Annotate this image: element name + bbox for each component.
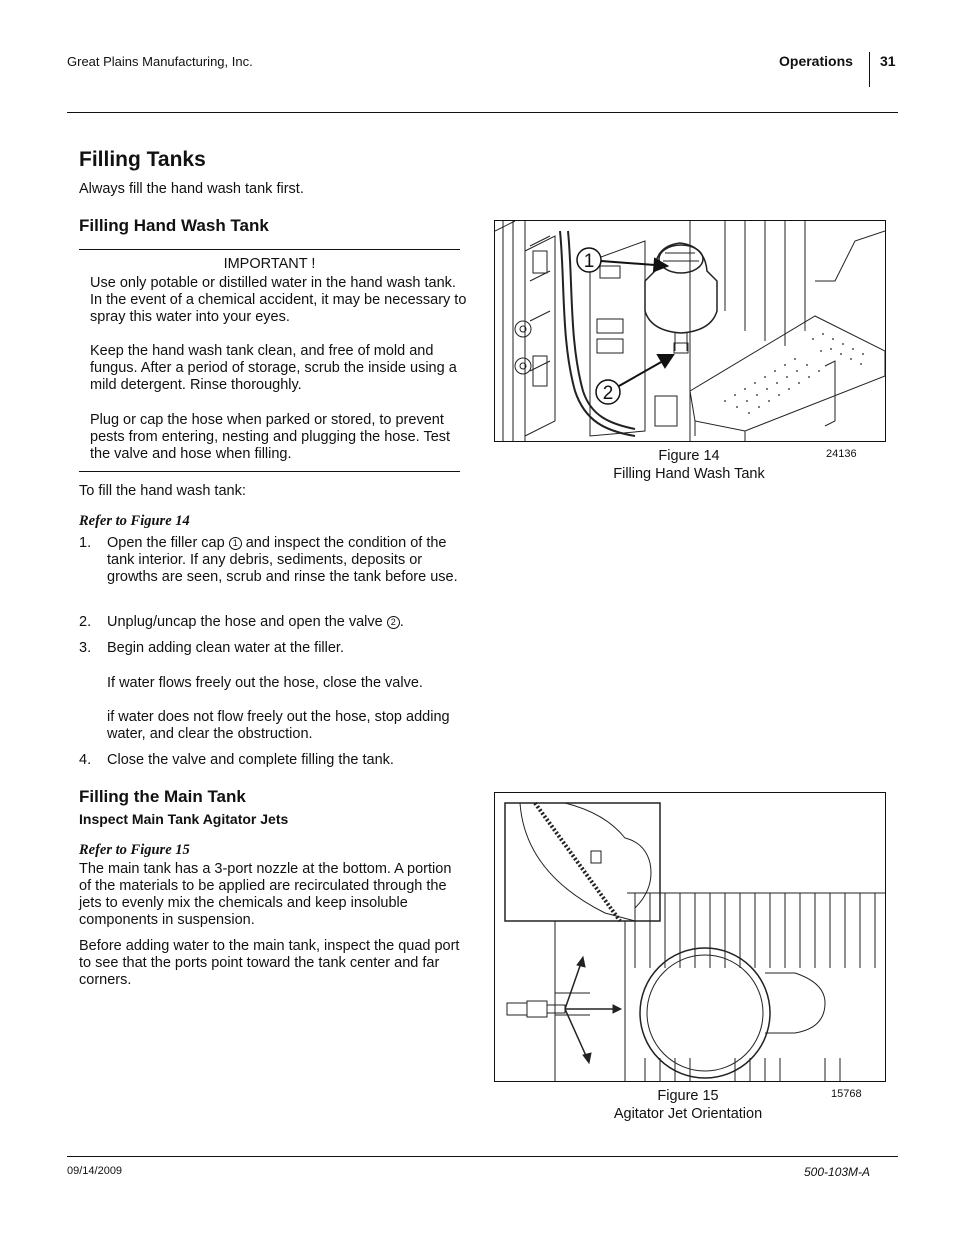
important-paragraph: Use only potable or distilled water in the hand wash tank. In the event of a chemical accident, it may be necessary to spray this water into your eyes. (90, 275, 467, 325)
header-company: Great Plains Manufacturing, Inc. (67, 54, 253, 69)
step-number: 1. (79, 535, 92, 551)
important-paragraph: Plug or cap the hose when parked or stored, to prevent pests from entering, nesting and plugging the hose. Test the valve and hose when filling. (90, 412, 451, 462)
body-paragraph: Before adding water to the main tank, inspect the quad port to see that the ports point toward the tank center and far corners. (79, 938, 460, 988)
callout-2: 2 (602, 383, 614, 404)
figure-title: Filling Hand Wash Tank (613, 466, 765, 482)
step-number: 3. (79, 640, 92, 656)
page-number: 31 (880, 53, 896, 69)
lead-text: To fill the hand wash tank: (79, 483, 246, 499)
body-paragraph: The main tank has a 3-port nozzle at the bottom. A portion of the materials to be applied are recirculated through the jets to evenly mix the chemicals and keep insoluble components in suspension. (79, 861, 452, 928)
figure-label: Figure 14 (658, 448, 720, 464)
hand-wash-tank-drawing (495, 221, 885, 441)
figure-label: Figure 15 (657, 1088, 719, 1104)
figure-14-illustration (494, 220, 886, 442)
header-divider (869, 52, 870, 87)
header-rule (67, 112, 898, 113)
agitator-jet-drawing (495, 793, 885, 1081)
step-text: Close the valve and complete filling the tank. (107, 752, 394, 768)
main-tank-heading: Filling the Main Tank (79, 787, 246, 806)
important-paragraph: Keep the hand wash tank clean, and free of mold and fungus. After a period of storage, scrub the inside using a mild detergent. Rinse thoroughly. (90, 343, 457, 393)
callout-marker: 1 (229, 537, 242, 550)
figure-reference: Refer to Figure 14 (79, 513, 190, 529)
step-number: 2. (79, 614, 92, 630)
figure-15-caption (588, 1087, 788, 1123)
step-number: 4. (79, 752, 92, 768)
intro-text: Always fill the hand wash tank first. (79, 181, 304, 197)
figure-15-illustration (494, 792, 886, 1082)
footer-date: 09/14/2009 (67, 1165, 123, 1177)
callout-marker: 2 (387, 616, 400, 629)
header-section: Operations (779, 53, 853, 69)
step-text: Begin adding clean water at the filler. (107, 640, 344, 656)
figure-title: Agitator Jet Orientation (613, 1106, 763, 1122)
step-text: Open the filler cap 1 and inspect the condition of the tank interior. If any debris, sediments, deposits or growths are seen, scrub and rinse the tank before use. (107, 535, 458, 585)
figure-reference: Refer to Figure 15 (79, 842, 190, 858)
main-tank-subheading: Inspect Main Tank Agitator Jets (79, 811, 289, 827)
callout-1: 1 (583, 251, 595, 272)
step-text: Unplug/uncap the hose and open the valve 2 . (107, 614, 404, 630)
page-title: Filling Tanks (79, 148, 206, 171)
important-title: IMPORTANT ! (223, 256, 316, 272)
figure-id: 24136 (826, 448, 857, 460)
hand-wash-heading: Filling Hand Wash Tank (79, 216, 269, 235)
figure-14-caption (589, 447, 789, 483)
footer-doc-number: 500-103M-A (804, 1165, 871, 1179)
figure-id: 15768 (831, 1088, 862, 1100)
important-notice (79, 249, 467, 472)
footer-rule (67, 1156, 898, 1157)
